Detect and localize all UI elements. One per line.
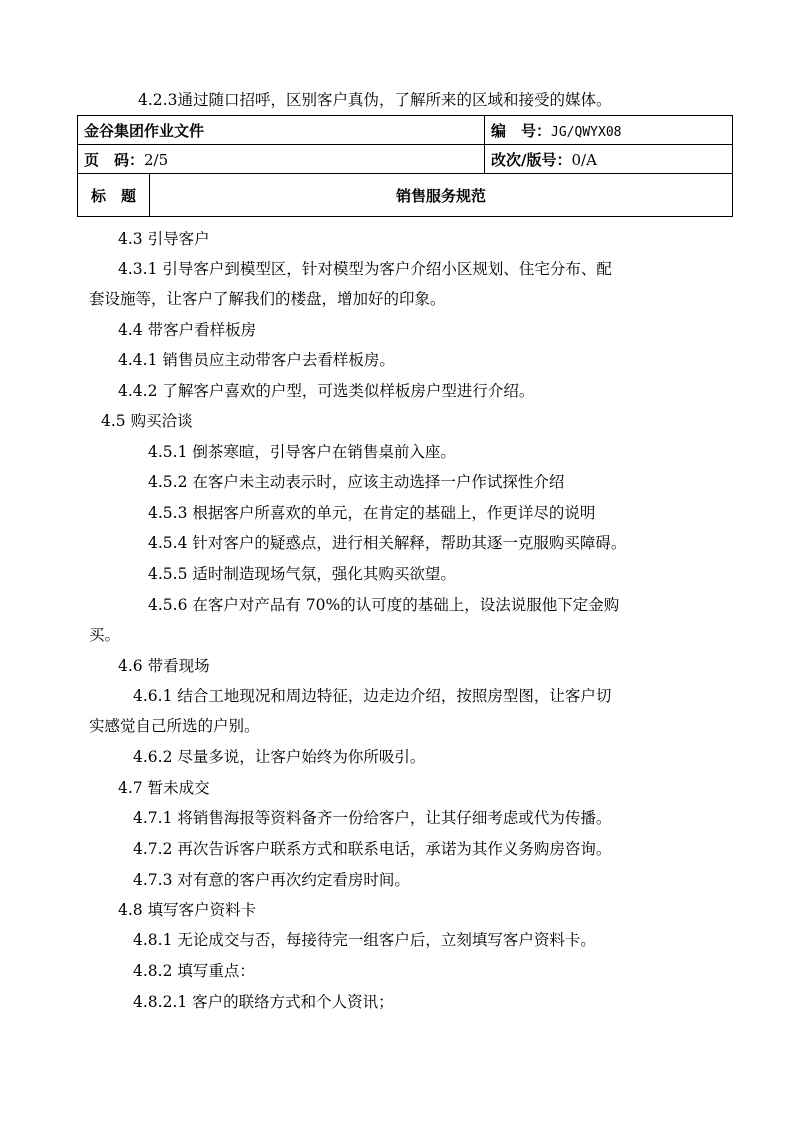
paragraph-line: 4.4.1 销售员应主动带客户去看样板房。	[118, 351, 395, 369]
revision-cell	[485, 145, 733, 174]
section-heading: 4.7 暂未成交	[118, 779, 210, 797]
paragraph-line: 4.5.2 在客户未主动表示时，应该主动选择一户作试探性介绍	[148, 473, 565, 491]
paragraph-line: 4.7.1 将销售海报等资料备齐一份给客户，让其仔细考虑或代为传播。	[133, 809, 612, 827]
paragraph-line: 实感觉自己所选的户别。	[89, 717, 260, 735]
section-heading: 4.8 填写客户资料卡	[118, 901, 257, 919]
paragraph-line: 4.8.2.1 客户的联络方式和个人资讯；	[133, 993, 394, 1011]
paragraph-line: 4.7.3 对有意的客户再次约定看房时间。	[133, 871, 410, 889]
intro-line: 4.2.3通过随口招呼，区别客户真伪，了解所来的区域和接受的媒体。	[138, 91, 612, 109]
document-number-label: 编 号：	[491, 121, 552, 140]
paragraph-line: 4.8.2 填写重点：	[133, 962, 255, 980]
section-heading: 4.6 带看现场	[118, 657, 210, 675]
paragraph-line: 4.4.2 了解客户喜欢的户型，可选类似样板房户型进行介绍。	[118, 382, 535, 400]
page-number-label: 页 码：	[84, 150, 145, 169]
paragraph-line: 4.5.1 倒茶寒暄，引导客户在销售桌前入座。	[148, 443, 456, 461]
paragraph-line: 4.5.4 针对客户的疑惑点，进行相关解释，帮助其逐一克服购买障碍。	[148, 534, 627, 552]
page-number-value: 2/5	[144, 150, 169, 169]
paragraph-line: 4.3.1 引导客户到模型区，针对模型为客户介绍小区规划、住宅分布、配	[118, 260, 612, 278]
paragraph-line: 买。	[89, 626, 121, 644]
paragraph-line: 4.8.1 无论成交与否，每接待完一组客户后，立刻填写客户资料卡。	[133, 931, 596, 949]
document-header-table	[77, 115, 733, 217]
document-number-value: JG/QWYX08	[551, 124, 622, 140]
document-number-cell	[485, 116, 733, 145]
document-title: 销售服务规范	[150, 174, 733, 217]
section-heading: 4.3 引导客户	[118, 230, 210, 248]
paragraph-line: 4.6.2 尽量多说，让客户始终为你所吸引。	[133, 748, 426, 766]
paragraph-line: 4.7.2 再次告诉客户联系方式和联系电话，承诺为其作义务购房咨询。	[133, 840, 612, 858]
page-number-cell	[78, 145, 485, 174]
revision-label: 改次/版号：	[491, 150, 572, 169]
section-heading: 4.5 购买洽谈	[101, 412, 193, 430]
title-label-cell: 标 题	[78, 174, 150, 217]
company-document-cell: 金谷集团作业文件	[78, 116, 485, 145]
paragraph-line: 4.5.5 适时制造现场气氛，强化其购买欲望。	[148, 565, 456, 583]
revision-value: 0/A	[571, 150, 597, 169]
paragraph-line: 4.5.3 根据客户所喜欢的单元，在肯定的基础上，作更详尽的说明	[148, 504, 596, 522]
section-heading: 4.4 带客户看样板房	[118, 321, 257, 339]
paragraph-line: 4.5.6 在客户对产品有 70%的认可度的基础上，设法说服他下定金购	[148, 596, 620, 614]
paragraph-line: 套设施等，让客户了解我们的楼盘，增加好的印象。	[89, 290, 446, 308]
paragraph-line: 4.6.1 结合工地现况和周边特征，边走边介绍，按照房型图，让客户切	[133, 687, 612, 705]
